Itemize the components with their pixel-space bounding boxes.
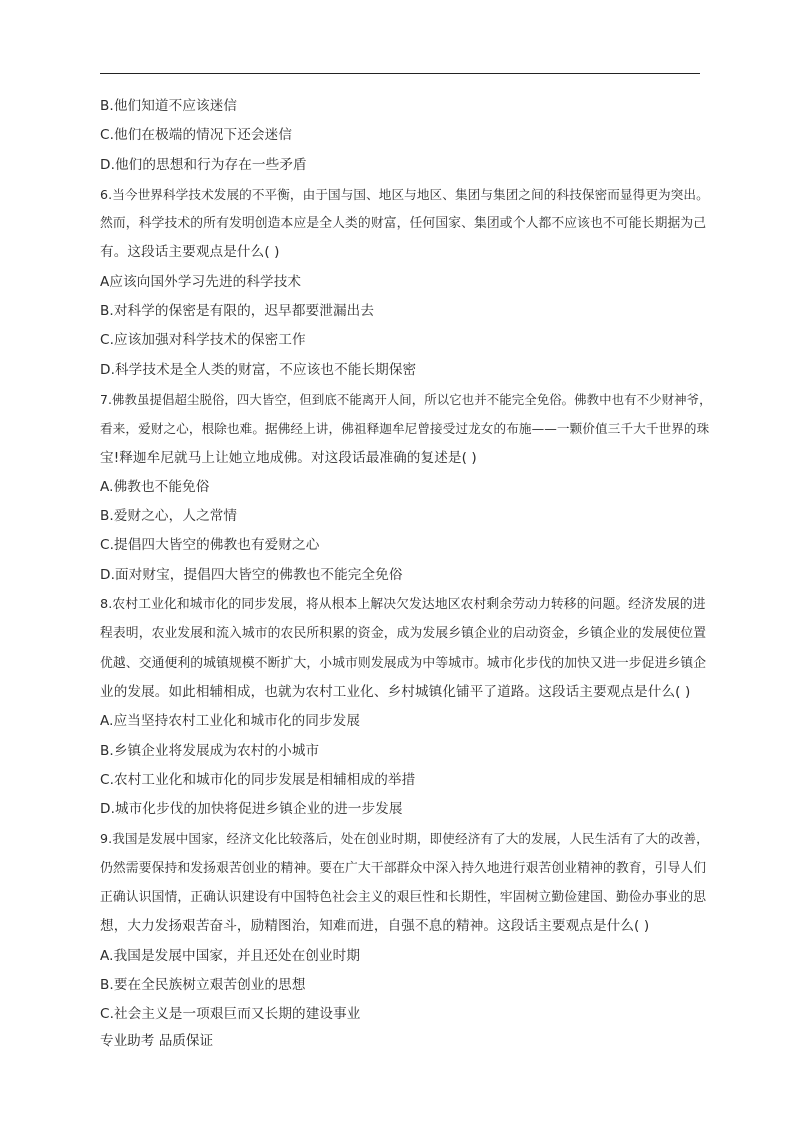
text-line: 程表明，农业发展和流入城市的农民所积累的资金，成为发展乡镇企业的启动资金，乡镇企业的发展使位置 bbox=[100, 626, 707, 642]
text-line: C.提倡四大皆空的佛教也有爱财之心 bbox=[100, 537, 320, 554]
document-body bbox=[100, 92, 712, 1030]
text-line: 仍然需要保持和发扬艰苦创业的精神。要在广大干部群众中深入持久地进行艰苦创业精神的教育，引导人们 bbox=[100, 860, 707, 876]
text-line: 正确认识国情，正确认识建设有中国特色社会主义的艰巨性和长期性，牢固树立勤俭建国、勤俭办事业的思 bbox=[100, 890, 707, 906]
text-line: B.乡镇企业将发展成为农村的小城市 bbox=[100, 742, 320, 759]
text-line: 9.我国是发展中国家，经济文化比较落后，处在创业时期，即使经济有了大的发展，人民生活有了大的改善， bbox=[100, 831, 709, 847]
text-line: 业的发展。如此相辅相成，也就为农村工业化、乡村城镇化铺平了道路。这段话主要观点是什么( ) bbox=[100, 683, 691, 700]
text-line: 8.农村工业化和城市化的同步发展，将从根本上解决欠发达地区农村剩余劳动力转移的问题。经济发展的进 bbox=[100, 597, 706, 613]
text-line: A.佛教也不能免俗 bbox=[100, 478, 210, 495]
text-line: D.科学技术是全人类的财富，不应该也不能长期保密 bbox=[100, 361, 417, 378]
text-line: D.他们的思想和行为存在一些矛盾 bbox=[100, 156, 307, 173]
text-line: D.城市化步伐的加快将促进乡镇企业的进一步发展 bbox=[100, 801, 403, 818]
text-line: B.他们知道不应该迷信 bbox=[100, 98, 238, 114]
text-line: 看来，爱财之心，根除也难。据佛经上讲，佛祖释迦牟尼曾接受过龙女的布施——一颗价值三千大千世界的珠 bbox=[100, 421, 710, 437]
text-line: C.农村工业化和城市化的同步发展是相辅相成的举措 bbox=[100, 771, 416, 788]
text-line: 宝!释迦牟尼就马上让她立地成佛。对这段话最准确的复述是( ) bbox=[100, 449, 477, 466]
text-line: C.他们在极端的情况下还会迷信 bbox=[100, 127, 293, 144]
text-line: 有。这段话主要观点是什么( ) bbox=[100, 244, 280, 261]
text-line: 7.佛教虽提倡超尘脱俗，四大皆空，但到底不能离开人间，所以它也并不能完全免俗。佛教中也有不少财神爷， bbox=[100, 391, 712, 407]
text-line: 然而，科学技术的所有发明创造本应是全人类的财富，任何国家、集团或个人都不应该也不可能长期据为己 bbox=[100, 216, 707, 232]
text-line: 想，大力发扬艰苦奋斗，励精图治，知难而进，自强不息的精神。这段话主要观点是什么( ) bbox=[100, 918, 650, 935]
text-line: B.爱财之心，人之常情 bbox=[100, 508, 238, 525]
text-line: C.应该加强对科学技术的保密工作 bbox=[100, 332, 306, 349]
text-line: A应该向国外学习先进的科学技术 bbox=[100, 273, 302, 290]
text-line: D.面对财宝，提倡四大皆空的佛教也不能完全免俗 bbox=[100, 566, 403, 583]
text-line: C.社会主义是一项艰巨而又长期的建设事业 bbox=[100, 1006, 361, 1023]
text-line: B.要在全民族树立艰苦创业的思想 bbox=[100, 976, 306, 993]
text-line: A.我国是发展中国家，并且还处在创业时期 bbox=[100, 947, 361, 964]
text-line: 6.当今世界科学技术发展的不平衡，由于国与国、地区与地区、集团与集团之间的科技保密而显得更为突出。 bbox=[100, 186, 709, 202]
text-line: B.对科学的保密是有限的，迟早都要泄漏出去 bbox=[100, 303, 375, 320]
header-rule bbox=[100, 73, 700, 74]
footer-slogan: 专业助考 品质保证 bbox=[100, 1033, 214, 1049]
text-line: A.应当坚持农村工业化和城市化的同步发展 bbox=[100, 713, 361, 730]
text-line: 优越、交通便利的城镇规模不断扩大，小城市则发展成为中等城市。城市化步伐的加快又进一步促进乡镇企 bbox=[100, 655, 707, 671]
